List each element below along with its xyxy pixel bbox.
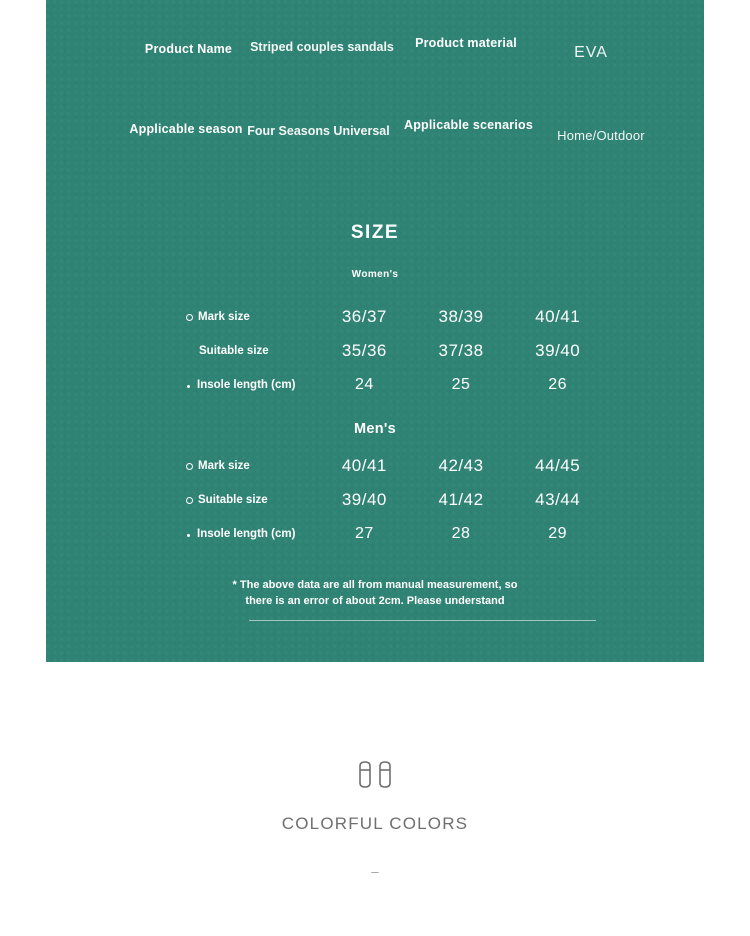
spec-label-applicable-season: Applicable season bbox=[129, 122, 243, 136]
cell-value: 44/45 bbox=[535, 456, 581, 475]
table-row bbox=[186, 449, 606, 483]
row-label-text: Insole length (cm) bbox=[197, 379, 296, 391]
row-label-insole-length bbox=[186, 379, 316, 391]
cell-value: 40/41 bbox=[341, 456, 387, 475]
dot-bullet-icon bbox=[187, 534, 190, 537]
cell-value: 42/43 bbox=[438, 456, 484, 475]
spacer-bullet-icon bbox=[186, 351, 194, 352]
measurement-note-line2: there is an error of about 2cm. Please understand bbox=[245, 595, 505, 607]
cell-value: 26 bbox=[548, 376, 568, 393]
cell-value: 36/37 bbox=[341, 307, 387, 326]
spec-value-applicable-season: Four Seasons Universal bbox=[247, 124, 390, 138]
cell-value: 24 bbox=[354, 376, 374, 393]
row-label-suitable-size bbox=[186, 345, 316, 357]
measurement-note bbox=[46, 577, 704, 609]
spec-value-product-material: EVA bbox=[574, 44, 608, 61]
mens-size-table bbox=[186, 449, 606, 551]
row-label-mark-size bbox=[186, 311, 316, 323]
spec-label-applicable-scenarios: Applicable scenarios bbox=[403, 118, 534, 132]
cell-value: 35/36 bbox=[341, 341, 387, 360]
cell-value: 27 bbox=[354, 525, 374, 542]
table-row bbox=[186, 483, 606, 517]
circle-bullet-icon bbox=[186, 497, 193, 504]
spec-row-usage bbox=[46, 112, 704, 172]
cell-value: 43/44 bbox=[535, 490, 581, 509]
cell-value: 28 bbox=[451, 525, 471, 542]
table-row bbox=[186, 517, 606, 551]
size-section-title: SIZE bbox=[350, 222, 400, 243]
cell-value: 37/38 bbox=[438, 341, 484, 360]
row-label-insole-length bbox=[186, 528, 316, 540]
circle-bullet-icon bbox=[186, 314, 193, 321]
colorful-colors-section bbox=[0, 662, 750, 936]
spec-label-product-material: Product material bbox=[415, 36, 517, 50]
spec-size-panel bbox=[46, 0, 704, 662]
spec-label-product-name: Product Name bbox=[144, 42, 233, 56]
cell-value: 41/42 bbox=[438, 490, 484, 509]
row-label-suitable-size bbox=[186, 494, 316, 506]
dash-separator: – bbox=[371, 864, 379, 879]
slippers-icon bbox=[357, 760, 393, 795]
womens-size-table bbox=[186, 300, 606, 402]
cell-value: 39/40 bbox=[535, 341, 581, 360]
row-label-text: Insole length (cm) bbox=[197, 528, 296, 540]
cell-value: 38/39 bbox=[438, 307, 484, 326]
dot-bullet-icon bbox=[187, 385, 190, 388]
table-row bbox=[186, 300, 606, 334]
row-label-text: Mark size bbox=[198, 311, 250, 323]
womens-subtitle: Women's bbox=[351, 269, 399, 280]
row-label-text: Mark size bbox=[198, 460, 250, 472]
cell-value: 25 bbox=[451, 376, 471, 393]
table-row bbox=[186, 368, 606, 402]
divider bbox=[249, 620, 596, 621]
mens-subtitle: Men's bbox=[353, 421, 396, 437]
row-label-text: Suitable size bbox=[199, 345, 269, 357]
spec-row-product bbox=[46, 30, 704, 90]
colorful-colors-title: COLORFUL COLORS bbox=[281, 814, 469, 833]
row-label-mark-size bbox=[186, 460, 316, 472]
spec-value-applicable-scenarios: Home/Outdoor bbox=[557, 128, 645, 143]
row-label-text: Suitable size bbox=[198, 494, 268, 506]
table-row bbox=[186, 334, 606, 368]
circle-bullet-icon bbox=[186, 463, 193, 470]
measurement-note-line1: * The above data are all from manual measurement, so bbox=[232, 579, 518, 591]
cell-value: 29 bbox=[548, 525, 568, 542]
spec-value-product-name: Striped couples sandals bbox=[250, 40, 394, 54]
cell-value: 39/40 bbox=[341, 490, 387, 509]
cell-value: 40/41 bbox=[535, 307, 581, 326]
